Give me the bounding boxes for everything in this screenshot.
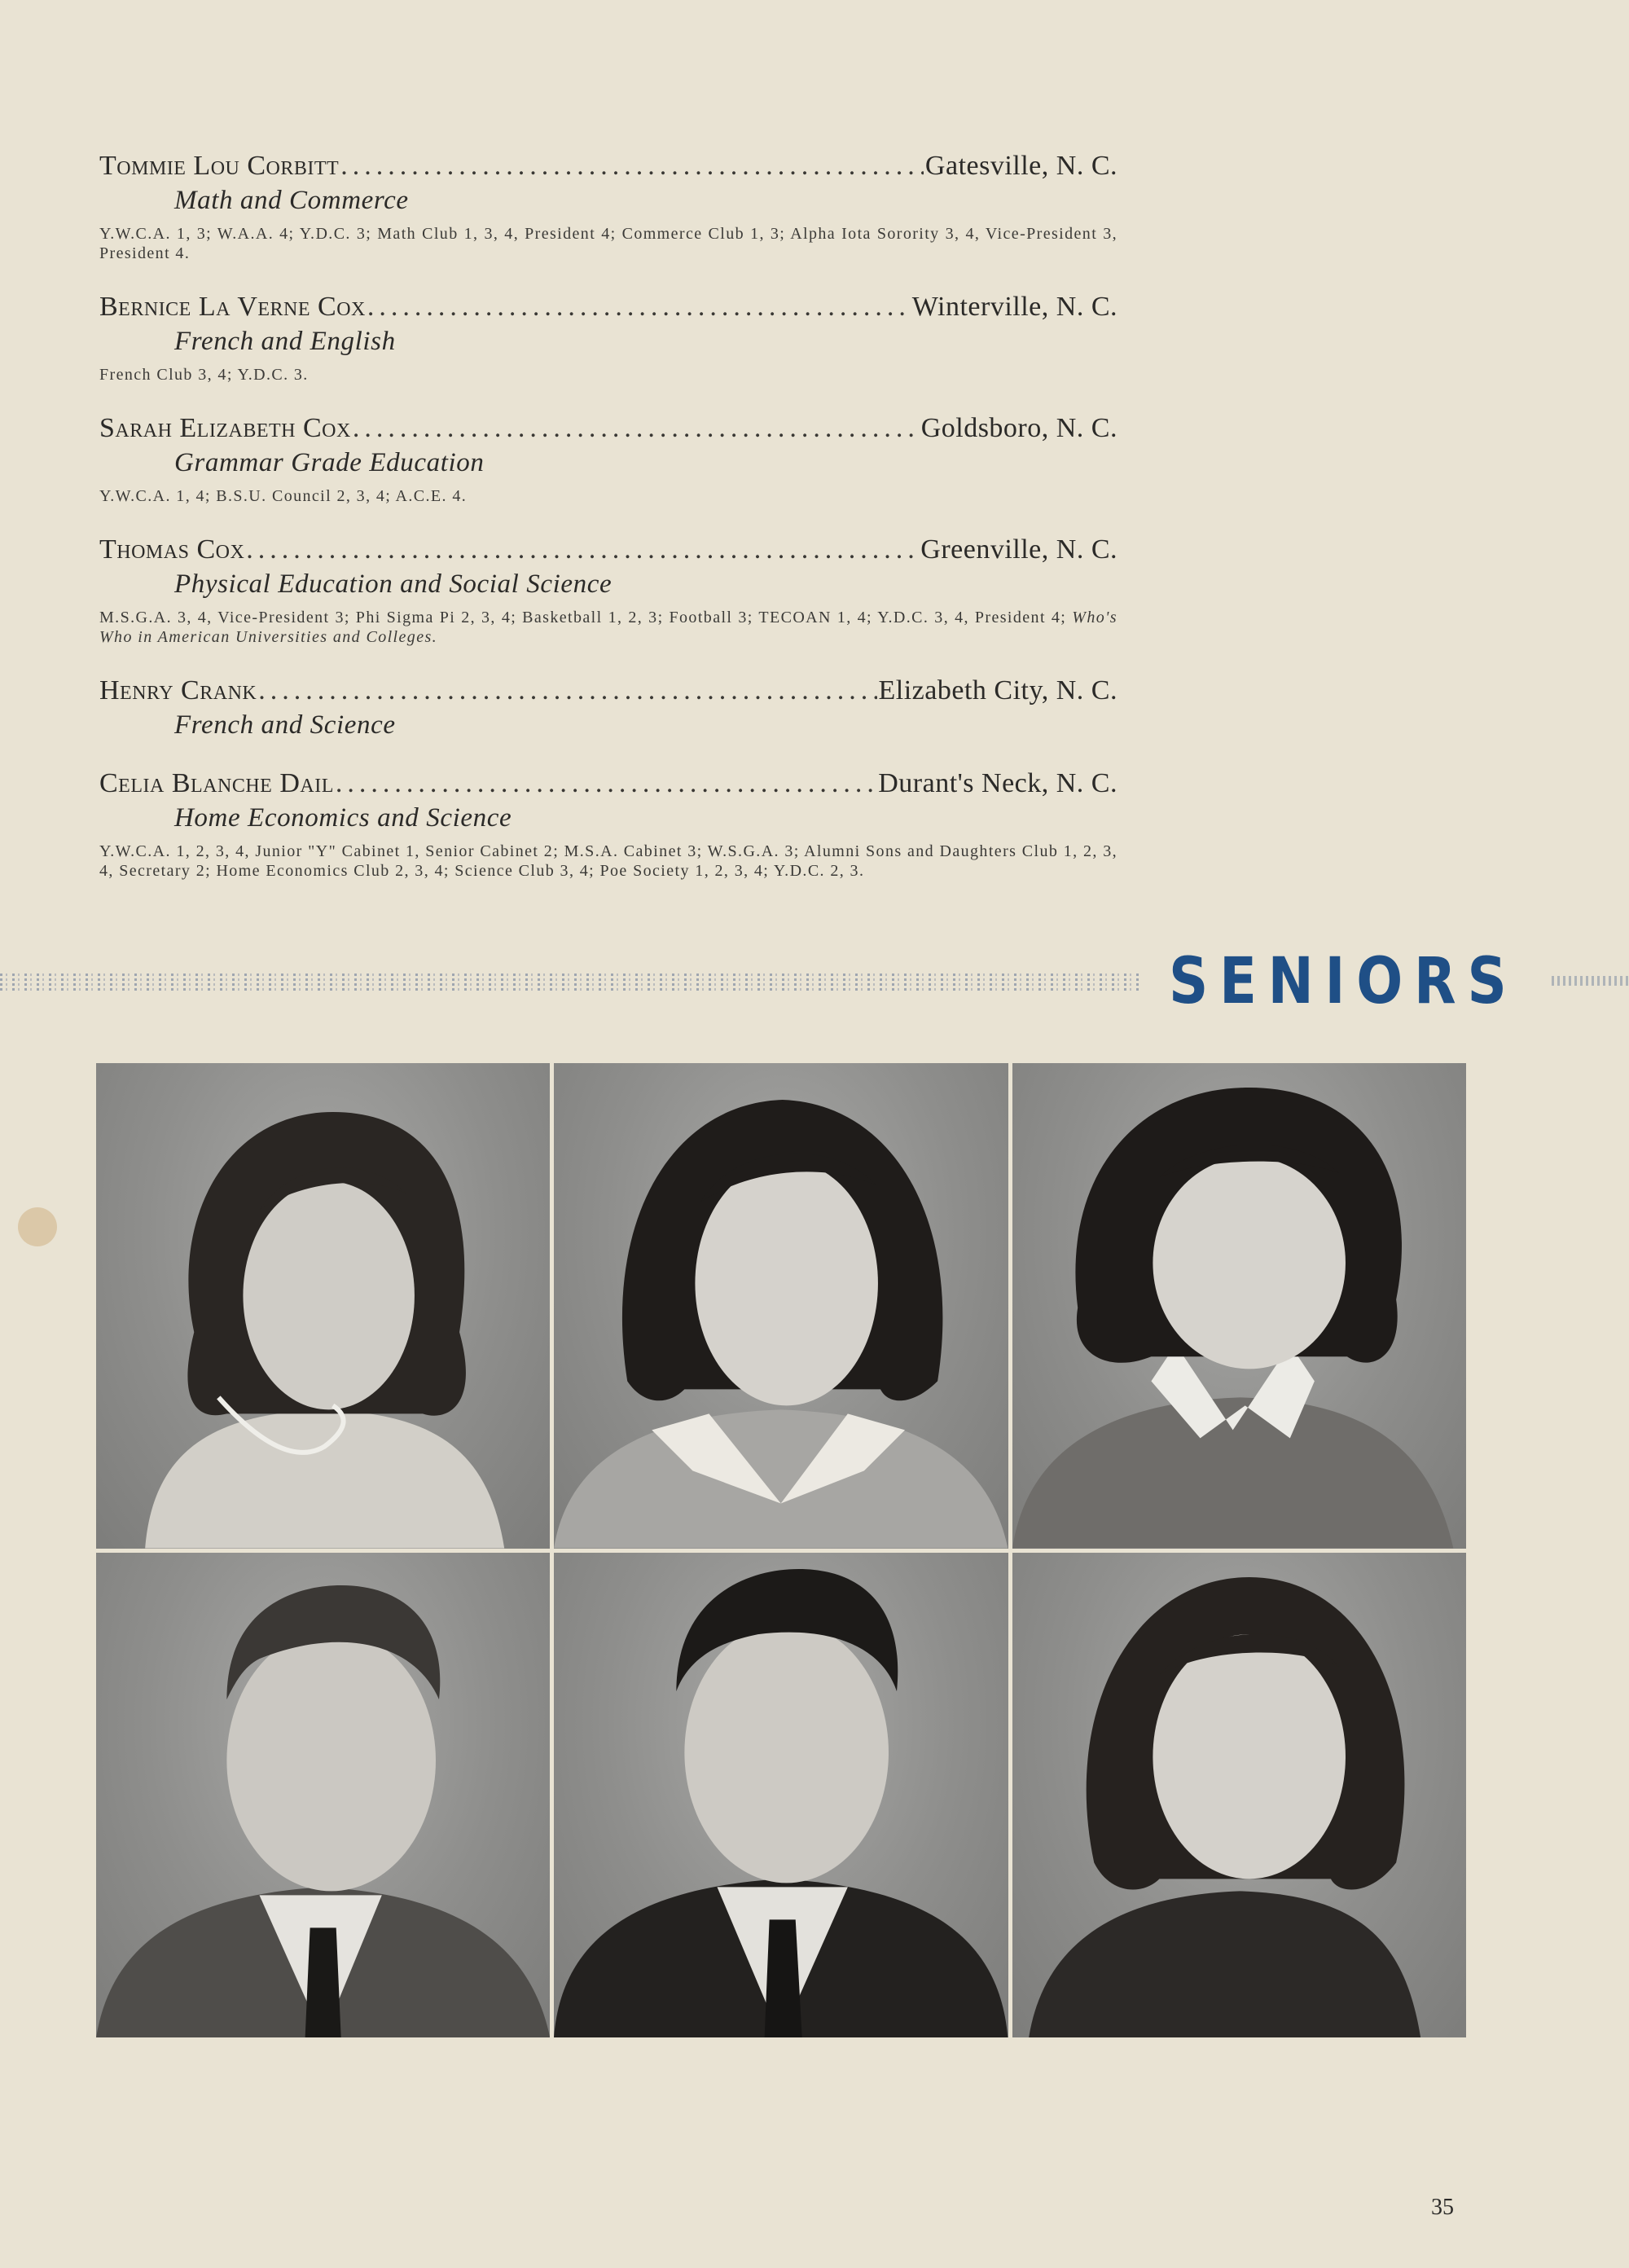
student-name: Henry Crank — [99, 675, 257, 705]
hometown: Greenville, N. C. — [920, 534, 1117, 565]
decorative-rule-tail — [1552, 976, 1629, 986]
leader-dots — [367, 290, 911, 324]
portrait-photo — [554, 1063, 1008, 1549]
leader-dots — [258, 674, 876, 708]
leader-dots — [353, 411, 920, 446]
senior-entry — [99, 149, 1117, 263]
leader-dots — [340, 149, 924, 183]
senior-entries — [99, 149, 1117, 908]
activities: French Club 3, 4; Y.D.C. 3. — [99, 366, 309, 384]
major: Math and Commerce — [174, 186, 409, 215]
hometown: Elizabeth City, N. C. — [878, 675, 1117, 705]
portrait-photo — [1012, 1553, 1466, 2038]
portrait-photo — [1012, 1063, 1466, 1549]
portrait-grid — [96, 1063, 1466, 2037]
senior-entry — [99, 767, 1117, 881]
section-divider — [0, 945, 1629, 1018]
activities: Y.W.C.A. 1, 2, 3, 4, Junior "Y" Cabinet 1, Senior Cabinet 2; M.S.A. Cabinet 3; W.S.G.A. 3; Alumni Sons and Daughters Club 1, 2, 3, 4, Secretary 2; Home Economics Club 2, 3, 4; Science Club 3, 4; Poe Society 1, 2, 3, 4; Y.D.C. 2, 3. — [99, 842, 1117, 880]
student-name: Tommie Lou Corbitt — [99, 151, 340, 181]
leader-dots — [336, 767, 876, 801]
paper-spot — [18, 1207, 57, 1246]
senior-entry — [99, 674, 1117, 742]
portrait-photo — [96, 1063, 550, 1549]
student-name: Bernice La Verne Cox — [99, 292, 366, 322]
major: French and Science — [174, 710, 396, 740]
activities — [99, 608, 1117, 647]
hometown: Gatesville, N. C. — [924, 151, 1117, 181]
portrait-photo — [96, 1553, 550, 2038]
leader-dots — [246, 533, 919, 567]
portrait-photo — [554, 1553, 1008, 2038]
activities-honor: Who's Who in American Universities and Colleges. — [99, 609, 1117, 646]
decorative-rule — [0, 973, 1140, 991]
hometown: Winterville, N. C. — [911, 292, 1117, 322]
hometown: Goldsboro, N. C. — [920, 413, 1117, 443]
senior-entry — [99, 533, 1117, 647]
student-name: Thomas Cox — [99, 534, 245, 565]
activities: Y.W.C.A. 1, 4; B.S.U. Council 2, 3, 4; A.C.E. 4. — [99, 487, 468, 505]
major: Physical Education and Social Science — [174, 569, 613, 599]
senior-entry — [99, 411, 1117, 506]
student-name: Celia Blanche Dail — [99, 768, 334, 798]
student-name: Sarah Elizabeth Cox — [99, 413, 351, 443]
major: Home Economics and Science — [174, 803, 512, 833]
major: Grammar Grade Education — [174, 448, 485, 477]
senior-entry — [99, 290, 1117, 385]
major: French and English — [174, 327, 396, 356]
section-title: SENIORS — [1169, 945, 1518, 1018]
hometown: Durant's Neck, N. C. — [878, 768, 1117, 798]
page-number: 35 — [1431, 2195, 1454, 2220]
activities: Y.W.C.A. 1, 3; W.A.A. 4; Y.D.C. 3; Math Club 1, 3, 4, President 4; Commerce Club 1, 3; Alpha Iota Sorority 3, 4, Vice-President 3, President 4. — [99, 225, 1117, 262]
activities-text: M.S.G.A. 3, 4, Vice-President 3; Phi Sigma Pi 2, 3, 4; Basketball 1, 2, 3; Football 3; TECOAN 1, 4; Y.D.C. 3, 4, President 4; — [99, 609, 1067, 626]
